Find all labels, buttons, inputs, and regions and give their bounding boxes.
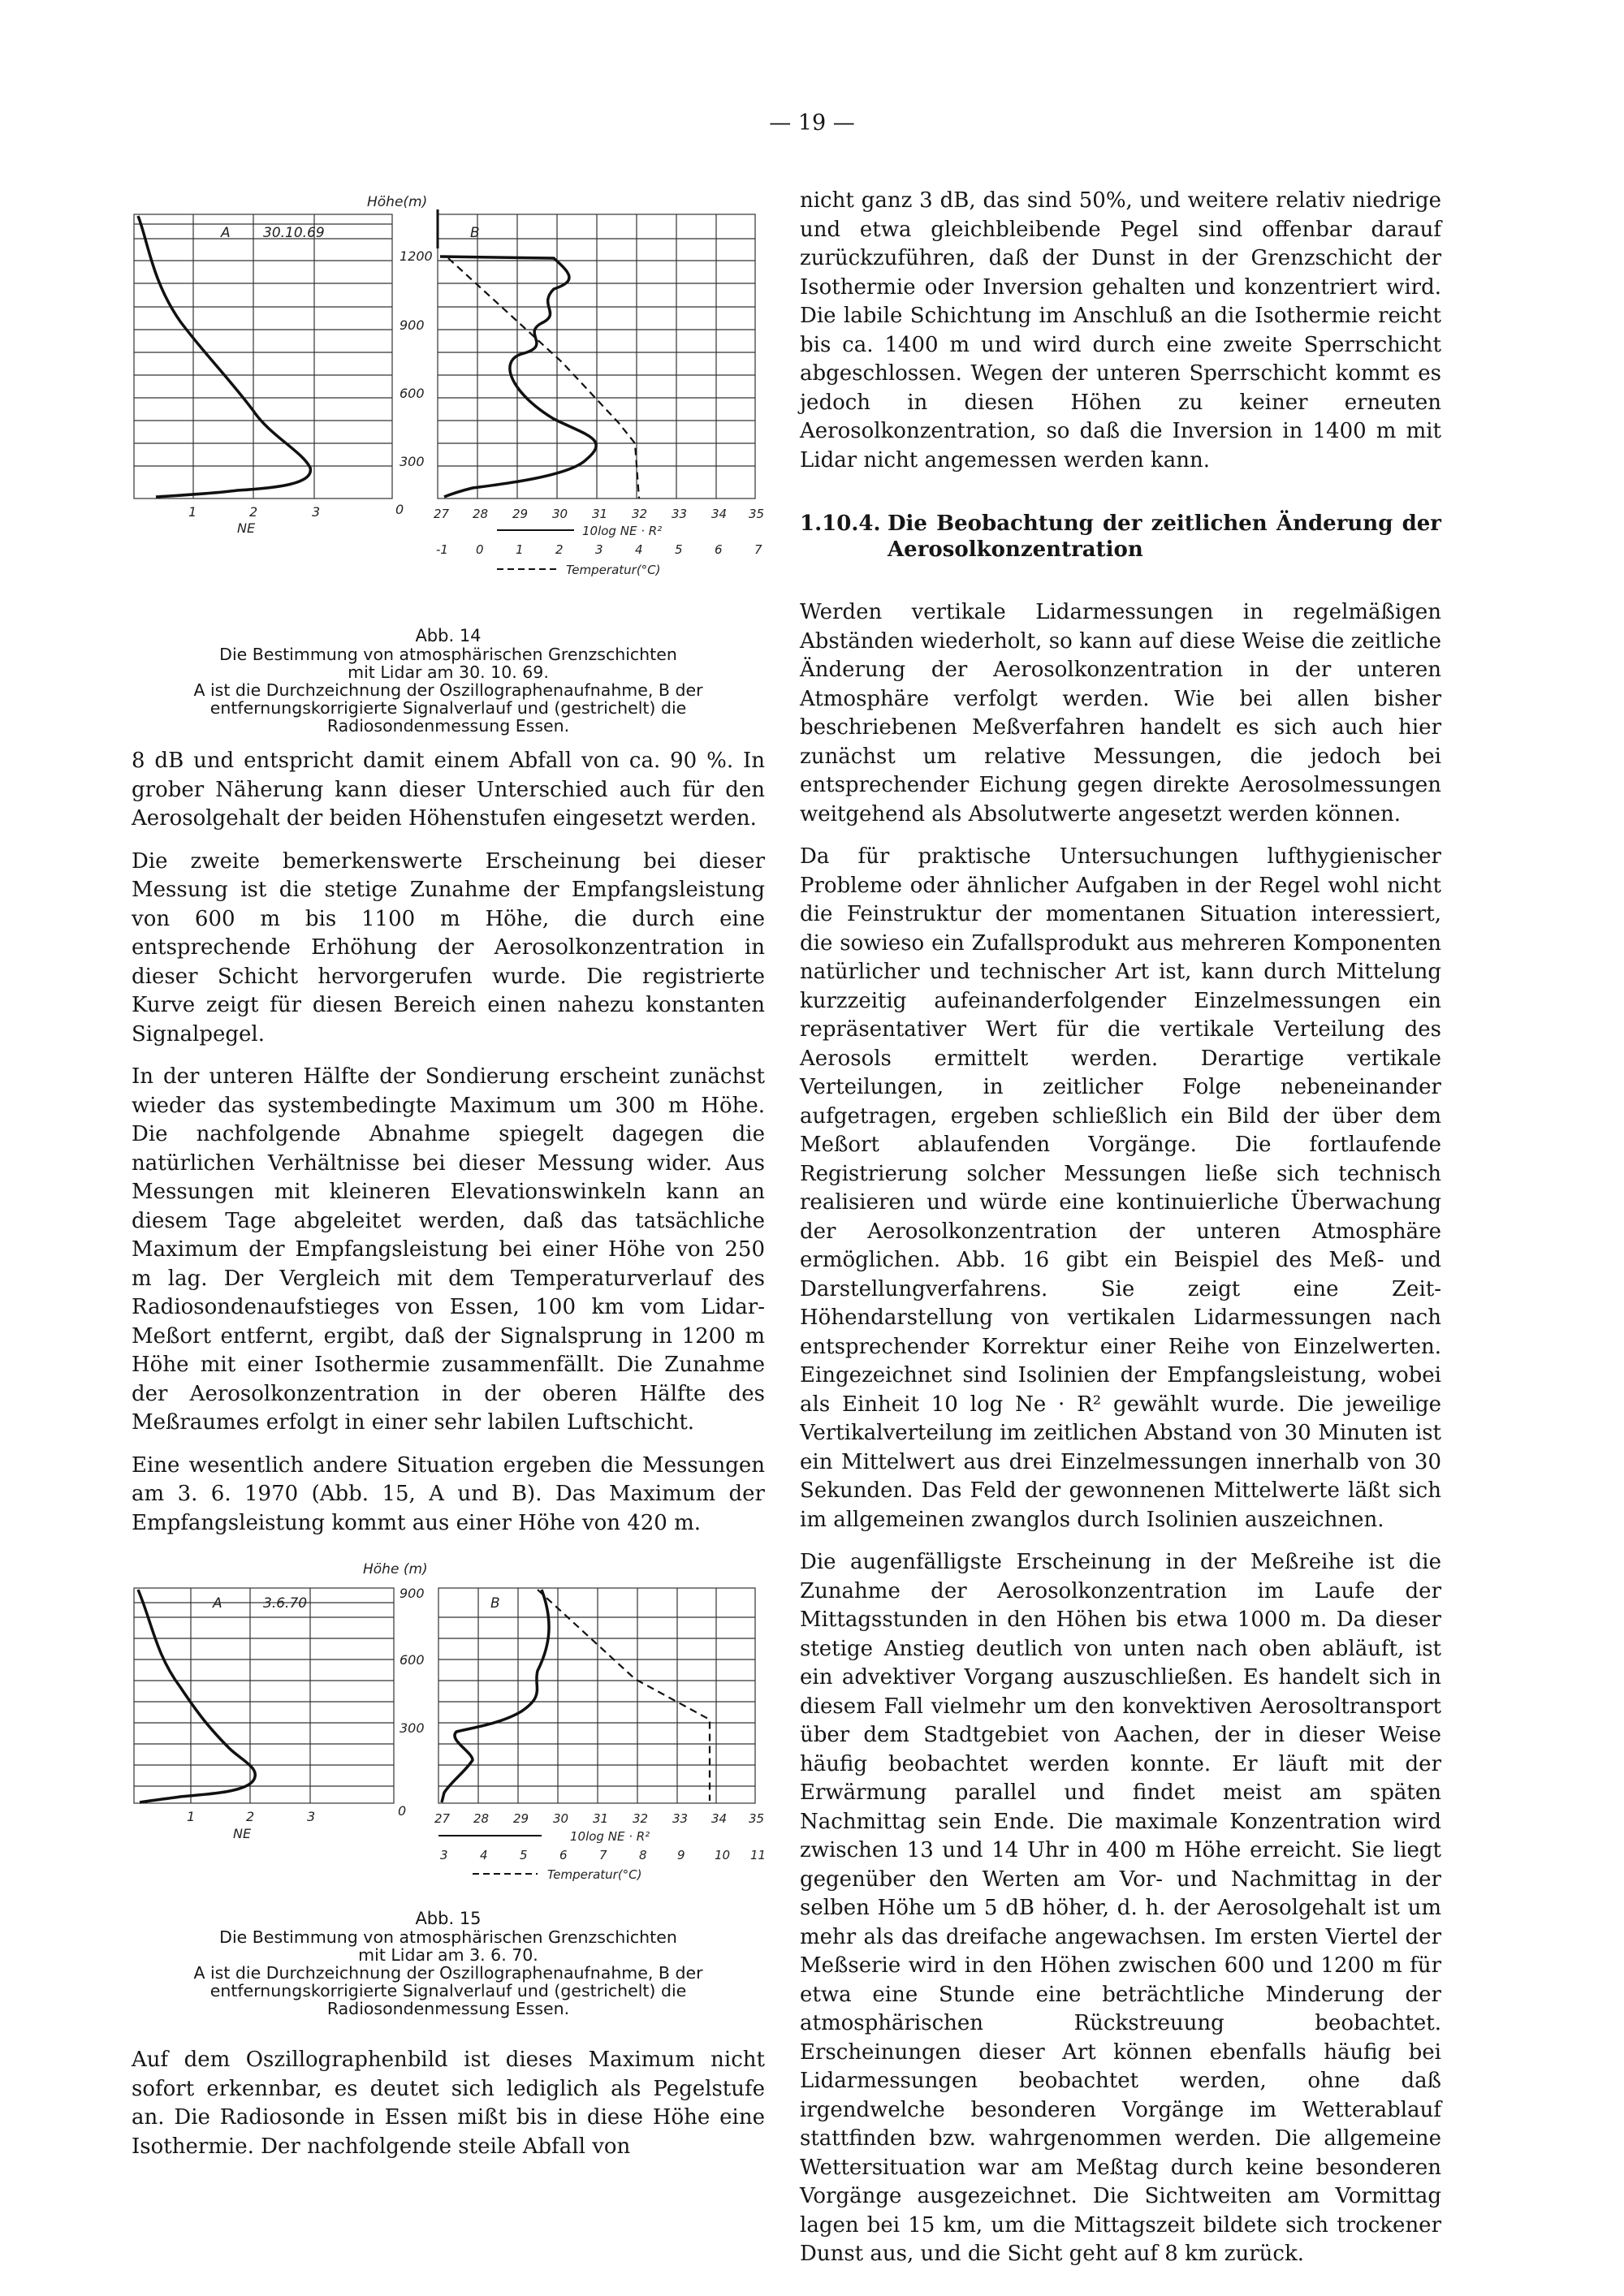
fig15-temp-tick: 9 [677,1848,685,1862]
caption-line: Radiosondenmessung Essen. [326,1999,570,2018]
fig14-log-tick: 30 [552,507,568,521]
fig15-log-tick: 31 [593,1811,609,1826]
fig14-label-a: A [221,225,231,241]
fig15-log-tick: 33 [672,1811,689,1826]
left-column-bottom [132,2046,765,2161]
fig14-log-tick: 35 [749,507,765,521]
caption-line: entfernungskorrigierte Signalverlauf und (gestrichelt) die [209,1981,687,2000]
fig15-label-b: B [490,1595,500,1612]
fig14-temp-tick: 4 [635,542,643,557]
temperature-profile [448,258,639,498]
fig14-log-label: 10log NE · R² [582,524,663,538]
fig15-temp-tick: 6 [559,1848,568,1862]
fig14-ne-tick: 2 [249,504,258,520]
fig14-log-tick: 31 [592,507,608,521]
section-heading [800,511,1441,563]
fig15-temp-tick: 8 [639,1848,647,1862]
temperature-profile [538,1590,710,1801]
fig14-ne-tick: 1 [188,504,197,520]
paragraph-text: Da für praktische Untersuchungen lufthygienischer Probleme oder ähnlicher Aufgaben in der Regel wohl nicht die Feinstruktur der momentanen Situation interessiert, die sowieso ein Zufallsprodukt aus mehreren Komponenten natürlicher und technischer Art ist, kann durch Mittelung kurzzeitig aufeinanderfolgender Einzelmessungen ein repräsentativer Wert für die vertikale Verteilung des Aerosols ermittelt werden. Derartige vertikale Verteilungen, in zeitlicher Folge nebeneinander aufgetragen, ergeben schließlich ein Bild der über dem Meßort ablaufenden Vorgänge. Die fortlaufende Registrierung solcher Messungen ließe sich technisch realisieren und würde eine kontinuierliche Überwachung der Aerosolkonzentration der unteren Atmosphäre ermöglichen. Abb. 16 gibt ein Beispiel des Meß- und Darstellungverfahrens. Sie zeigt eine Zeit-Höhendarstellung von vertikalen Lidarmessungen nach entsprechender Korrektur einer Reihe von Einzelwerten. Eingezeichnet sind Isolinien der Empfangsleistung, wobei als Einheit [800,844,1441,1417]
formula: 10 log Ne · R² [931,1392,1102,1417]
paragraph: In der unteren Hälfte der Sondierung erscheint zunächst wieder das systembedingte Maximum um 300 m Höhe. Die nachfolgende Abnahme spiegelt dagegen die natürlichen Verhältnisse bei dieser Messung wider. Aus Messungen mit kleineren Elevationswinkeln kann an diesem Tage abgeleitet werden, daß das tatsächliche Maximum der Empfangsleistung bei einer Höhe von 250 m lag. Der Vergleich mit dem Temperaturverlauf des Radiosondenaufstieges von Essen, 100 km vom Lidar-Meßort entfernt, ergibt, daß der Signalsprung in 1200 m Höhe mit einer Isothermie zusammenfällt. Die Zunahme der Aerosolkonzentration in der oberen Hälfte des Meßraumes erfolgt in einer sehr labilen Luftschicht. [132,1064,765,1435]
fig15-temp-label: Temperatur(°C) [547,1867,642,1882]
left-column [132,747,765,1538]
paragraph [800,843,1441,1534]
fig15-height-tick: 300 [400,1720,425,1736]
fig15-log-tick: 27 [434,1811,451,1826]
fig15-height-tick: 0 [398,1803,407,1819]
curve-b [440,257,596,497]
fig14-temp-tick: 5 [675,542,683,557]
caption-line: mit Lidar am 30. 10. 69. [348,662,549,682]
fig14-date: 30.10.69 [263,225,325,241]
figure-15-plot [132,1557,781,1898]
fig14-temp-tick: 3 [595,542,603,557]
fig14-log-tick: 33 [672,507,688,521]
curve-a [138,1590,255,1802]
fig15-height-tick: 900 [400,1586,425,1601]
fig15-temp-tick: 5 [520,1848,528,1862]
caption-line: Die Bestimmung von atmosphärischen Grenzschichten [219,645,677,664]
fig14-temp-tick: -1 [436,542,448,557]
caption-line: A ist die Durchzeichnung der Oszillographenaufnahme, B der [193,1963,703,1983]
fig15-temp-tick: 7 [599,1848,607,1862]
fig14-temp-tick: 2 [555,542,564,557]
paragraph: Die augenfälligste Erscheinung in der Meßreihe ist die Zunahme der Aerosolkonzentration im Laufe der Mittagsstunden in den Höhen bis etwa 1000 m. Da dieser stetige Anstieg deutlich von unten nach oben abläuft, ist ein advektiver Vorgang auszuschließen. Es handelt sich in diesem Fall vielmehr um den konvektiven Aerosoltransport über dem Stadtgebiet von Aachen, der in dieser Weise häufig beobachtet werden konnte. Er läuft mit der Erwärmung parallel und findet meist am späten Nachmittag sein Ende. Die maximale Konzentration wird zwischen 13 und 14 Uhr in 400 m Höhe erreicht. Sie liegt gegenüber den Werten am Vor- und Nachmittag in der selben Höhe um 5 dB höher, d. h. der Aerosolgehalt ist um mehr als das dreifache angewachsen. Im ersten Viertel der Meßserie wird in den Höhen zwischen 600 und 1200 m für etwa eine Stunde eine beträchtliche Minderung der atmosphärischen Rückstreuung beobachtet. Erscheinungen dieser Art können ebenfalls häufig bei Lidarmessungen beobachtet werden, ohne daß irgendwelche besonderen Vorgänge im Wetterablauf stattfinden bzw. wahrgenommen werden. Die allgemeine Wettersituation war am Meßtag durch keine besonderen Vorgänge ausgezeichnet. Die Sichtweiten am Vormittag lagen bei 15 km, um die Mittagszeit bildete sich trockener Dunst aus, und die Sicht geht auf 8 km zurück. [800,1550,1441,2266]
paragraph: Die zweite bemerkenswerte Erscheinung bei dieser Messung ist die stetige Zunahme der Empfangsleistung von 600 m bis 1100 m Höhe, die durch eine entsprechende Erhöhung der Aerosolkonzentration in dieser Schicht hervorgerufen wurde. Die registrierte Kurve zeigt für diesen Bereich einen nahezu konstanten Signalpegel. [132,848,765,1047]
fig15-log-tick: 29 [513,1811,529,1826]
curve-a [138,216,310,497]
fig14-height-tick: 300 [400,454,425,469]
fig15-log-label: 10log NE · R² [570,1829,650,1844]
fig15-axis-title: Höhe (m) [363,1561,428,1577]
caption-line: A ist die Durchzeichnung der Oszillographenaufnahme, B der [193,680,703,700]
caption-line: mit Lidar am 3. 6. 70. [358,1945,538,1965]
fig15-height-tick: 600 [400,1652,425,1668]
section-title: Die Beobachtung der zeitlichen Änderung der Aerosolkonzentration [888,511,1441,562]
fig14-temp-tick: 1 [516,542,524,557]
fig15-ne-tick: 3 [307,1809,316,1824]
fig15-date: 3.6.70 [263,1595,308,1612]
caption-line: Die Bestimmung von atmosphärischen Grenzschichten [219,1927,677,1947]
figure-15 [132,1557,781,1898]
fig14-ne-label: NE [237,520,256,536]
fig15-ne-tick: 1 [187,1809,196,1824]
curve-b [442,1590,549,1802]
fig14-log-tick: 29 [512,507,529,521]
fig14-log-tick: 32 [632,507,648,521]
fig15-ne-label: NE [233,1826,252,1841]
fig15-log-tick: 34 [711,1811,728,1826]
caption-number: Abb. 14 [415,626,482,645]
paragraph: nicht ganz 3 dB, das sind 50%, und weitere relativ niedrige und etwa gleichbleibende Pegel sind offenbar darauf zurückzuführen, daß der Dunst in der Grenzschicht der Isothermie oder Inversion gehalten und konzentriert wird. Die labile Schichtung im Anschluß an die Isothermie reicht bis ca. 1400 m und wird durch eine zweite Sperrschicht abgeschlossen. Wegen der unteren Sperrschicht kommt es jedoch in diesen Höhen zu keiner erneuten Aerosolkonzentration, so daß die Inversion in 1400 m mit Lidar nicht angemessen werden kann. [800,188,1441,473]
caption-line: entfernungskorrigierte Signalverlauf und (gestrichelt) die [209,698,687,718]
paragraph: Eine wesentlich andere Situation ergeben die Messungen am 3. 6. 1970 (Abb. 15, A und B). Das Maximum der Empfangsleistung kommt aus einer Höhe von 420 m. [132,1452,765,1535]
fig14-label-b: B [470,225,480,241]
fig14-temp-tick: 0 [476,542,484,557]
fig14-height-tick: 1200 [400,248,433,264]
fig15-log-tick: 30 [553,1811,569,1826]
fig14-temp-tick: 6 [715,542,723,557]
fig15-log-tick: 32 [633,1811,649,1826]
fig15-temp-tick: 11 [750,1848,767,1862]
caption-number: Abb. 15 [415,1909,482,1928]
fig15-label-a: A [213,1595,222,1612]
fig14-temp-tick: 7 [754,542,762,557]
paragraph: Werden vertikale Lidarmessungen in regelmäßigen Abständen wiederholt, so kann auf diese Weise die zeitliche Änderung der Aerosolkonzentration in der unteren Atmosphäre verfolgt werden. Wie bei allen bisher beschriebenen Meßverfahren handelt es sich auch hier zunächst um relative Messungen, die jedoch bei entsprechender Eichung gegen direkte Aerosolmessungen weitgehend als Absolutwerte angesetzt werden können. [800,600,1441,826]
paragraph: 8 dB und entspricht damit einem Abfall von ca. 90 %. In grober Näherung kann dieser Unterschied auch für den Aerosolgehalt der beiden Höhenstufen eingesetzt werden. [132,749,765,831]
fig15-ne-tick: 2 [246,1809,255,1824]
figure-14-plot [132,192,781,622]
fig15-log-tick: 28 [473,1811,490,1826]
paragraph: Auf dem Oszillographenbild ist dieses Maximum nicht sofort erkennbar, es deutet sich lediglich als Pegelstufe an. Die Radiosonde in Essen mißt bis in diese Höhe eine Isothermie. Der nachfolgende steile Abfall von [132,2048,765,2159]
fig14-temp-label: Temperatur(°C) [566,563,661,577]
paragraph-text: gewählt wurde. Die jeweilige Vertikalverteilung im zeitlichen Abstand von 30 Minuten ist ein Mittelwert aus drei Einzelmessungen innerhalb von 30 Sekunden. Das Feld der gewonnenen Mittelwerte läßt sich im allgemeinen zwanglos durch Isolinien auszeichnen. [800,1392,1442,1532]
fig14-log-tick: 28 [473,507,489,521]
fig14-height-tick: 900 [400,317,425,333]
right-column [800,187,1441,2269]
fig15-temp-tick: 4 [480,1848,488,1862]
fig14-axis-title: Höhe(m) [367,194,428,210]
section-number: 1.10.4. [800,511,881,536]
fig15-temp-tick: 3 [440,1848,448,1862]
fig14-height-tick: 600 [400,386,425,401]
fig14-log-tick: 34 [711,507,728,521]
figure-14-caption [132,627,765,735]
fig15-log-tick: 35 [749,1811,765,1826]
fig15-temp-tick: 10 [715,1848,731,1862]
page-number: — 19 — [769,110,855,136]
fig14-ne-tick: 3 [312,504,321,520]
caption-line: Radiosondenmessung Essen. [326,716,570,736]
figure-15-caption [132,1910,765,2018]
fig14-log-tick: 27 [434,507,450,521]
fig14-height-tick: 0 [395,502,404,517]
figure-14 [132,192,781,622]
